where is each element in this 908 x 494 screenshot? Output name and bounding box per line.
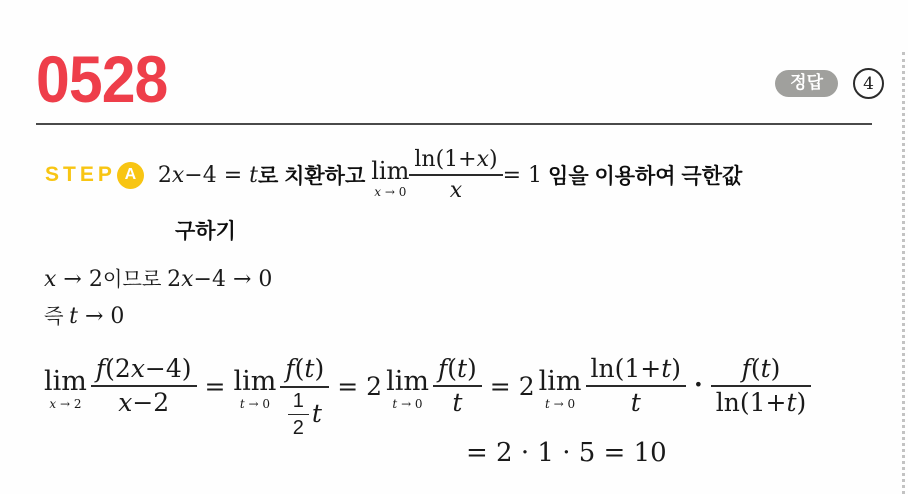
equals-one: = 1 bbox=[502, 162, 543, 188]
answer-choice-circle: 4 bbox=[853, 68, 884, 99]
limit-x-to-2 bbox=[44, 368, 87, 410]
answer-badge: 정답 bbox=[775, 70, 838, 97]
lim-word: lim bbox=[44, 366, 87, 397]
fraction-ln1px-over-x bbox=[409, 147, 502, 203]
coefficient-2: 2 bbox=[366, 371, 383, 401]
fraction-bar bbox=[288, 414, 309, 415]
step-korean-text-2: 임을 이용하여 극한값 bbox=[548, 165, 743, 188]
fraction-denominator bbox=[283, 390, 327, 439]
substitution-expression: 2x−4 = t bbox=[157, 163, 258, 188]
equation-result-line: = 2 · 1 · 5 = 10 bbox=[466, 438, 667, 468]
step-a-row bbox=[45, 138, 742, 212]
answer-row bbox=[775, 68, 884, 99]
step-a-badge-icon: A bbox=[117, 162, 144, 189]
variable-t: t bbox=[311, 399, 322, 428]
equals-sign: = bbox=[337, 371, 359, 401]
lim-subscript: t → 0 bbox=[545, 397, 576, 411]
lim-word: lim bbox=[371, 156, 410, 185]
lim-word: lim bbox=[538, 366, 582, 397]
step-title-line-2: 구하기 bbox=[175, 220, 236, 243]
page-divider-dotted-line bbox=[902, 52, 905, 494]
lim-subscript: t → 0 bbox=[392, 397, 423, 411]
fraction-bar bbox=[409, 174, 502, 176]
problem-number: 0528 bbox=[36, 42, 168, 116]
fraction-denominator: t bbox=[452, 388, 463, 417]
fraction-f2xm4-over-xm2 bbox=[91, 355, 197, 418]
lim-word: lim bbox=[386, 366, 429, 397]
fraction-denominator: x bbox=[449, 178, 463, 203]
fraction-ft-over-ln1pt bbox=[711, 355, 812, 418]
body-line-1: x → 2 이므로 2 x −4 → 0 bbox=[44, 267, 273, 292]
fraction-one-half bbox=[288, 390, 309, 439]
fraction-numerator: f(2x−4) bbox=[95, 353, 192, 383]
coefficient-2: 2 bbox=[518, 371, 535, 401]
main-equation bbox=[44, 340, 811, 439]
fraction-bar bbox=[433, 385, 482, 387]
fraction-numerator: 1 bbox=[292, 389, 304, 412]
limit-t-to-0 bbox=[233, 368, 276, 410]
fraction-denominator: x−2 bbox=[118, 388, 170, 417]
lim-subscript: t → 0 bbox=[239, 397, 270, 411]
fraction-bar bbox=[711, 385, 812, 387]
divider-rule bbox=[36, 123, 872, 125]
fraction-bar bbox=[586, 385, 687, 387]
fraction-numerator: f(t) bbox=[437, 353, 477, 383]
lim-subscript: x → 2 bbox=[49, 397, 82, 411]
fraction-bar bbox=[91, 385, 197, 387]
fraction-denominator: t bbox=[630, 388, 641, 417]
body-line-2: 즉 t → 0 bbox=[44, 304, 125, 329]
step-label: STEP bbox=[45, 163, 116, 186]
fraction-ft-over-t bbox=[433, 355, 482, 418]
fraction-numerator: f(t) bbox=[741, 353, 781, 383]
lim-subscript: x → 0 bbox=[374, 184, 407, 199]
multiplication-dot: · bbox=[694, 369, 703, 399]
fraction-ft-over-half-t bbox=[280, 355, 329, 439]
limit-t-to-0 bbox=[386, 368, 429, 410]
fraction-denominator: 2 bbox=[292, 416, 304, 439]
limit-t-to-0 bbox=[539, 368, 582, 410]
fraction-ln1pt-over-t bbox=[586, 355, 687, 418]
equals-sign: = bbox=[489, 371, 511, 401]
fraction-denominator: ln(1+t) bbox=[715, 388, 807, 417]
equals-sign: = bbox=[204, 371, 226, 401]
step-korean-text-1: 로 치환하고 bbox=[257, 165, 366, 188]
lim-word: lim bbox=[233, 366, 277, 397]
fraction-bar bbox=[280, 386, 329, 388]
fraction-numerator: f(t) bbox=[285, 354, 325, 384]
limit-x-to-0 bbox=[371, 156, 410, 199]
fraction-numerator: ln(1+t) bbox=[590, 353, 682, 383]
fraction-numerator: ln(1+x) bbox=[414, 146, 498, 172]
